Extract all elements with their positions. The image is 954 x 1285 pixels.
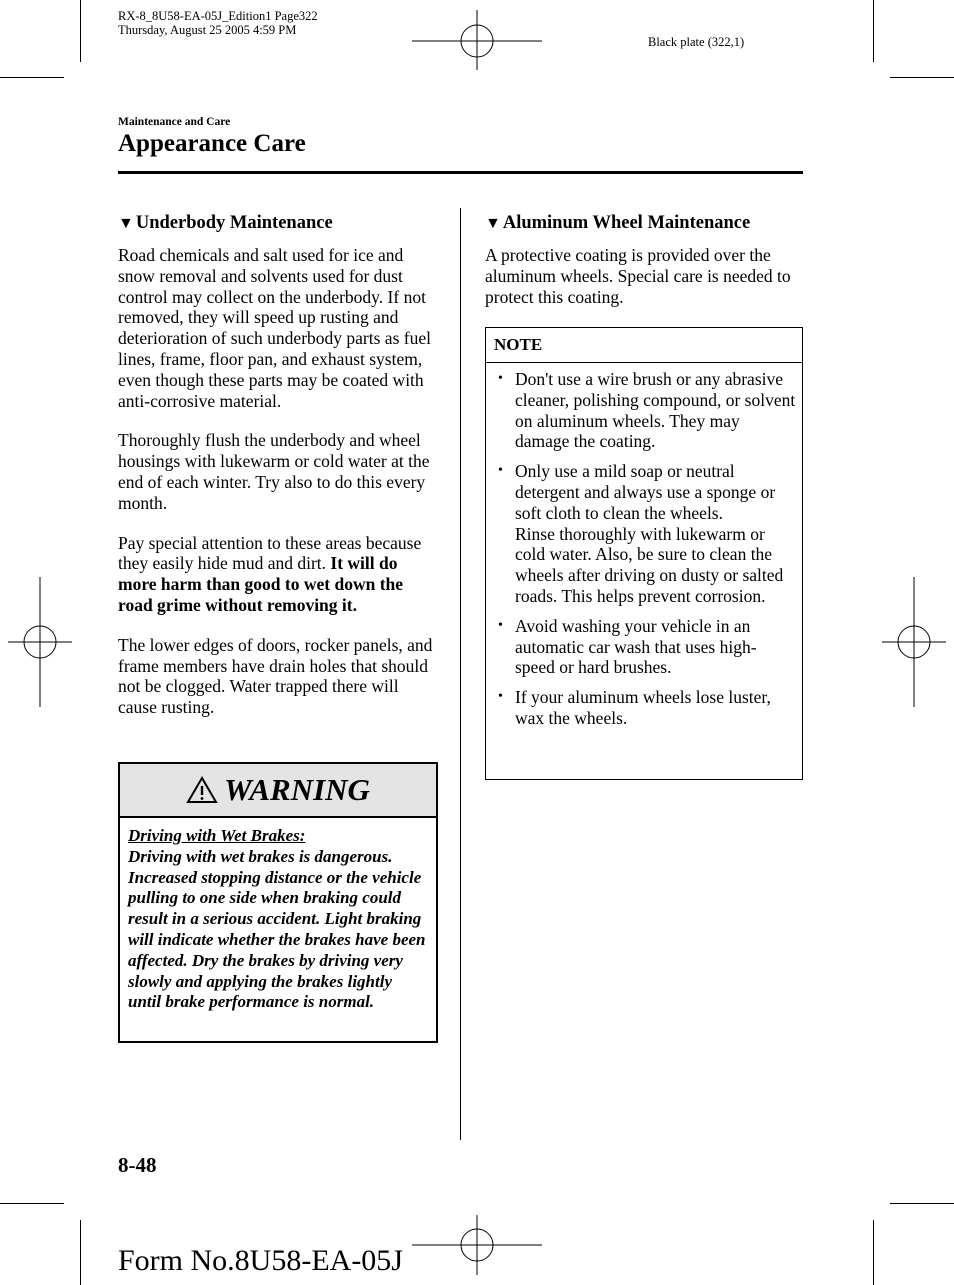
form-number: Form No.8U58-EA-05J xyxy=(118,1244,403,1277)
underbody-paragraph-1: Road chemicals and salt used for ice and snow removal and solvents used for dust control may collect on the underbody. If not removed, they will speed up rusting and deterioration of such underbody parts as fuel lines, frame, floor pan, and exhaust system, even though these parts may be coated with anti-corrosive material. xyxy=(118,245,431,411)
registration-mark-top xyxy=(412,10,542,70)
triangle-marker-icon: ▼ xyxy=(118,215,134,232)
aluminum-paragraph-1: A protective coating is provided over the aluminum wheels. Special care is needed to protect this coating. xyxy=(485,245,791,307)
underbody-heading xyxy=(118,212,438,235)
note-label: NOTE xyxy=(486,328,802,363)
column-divider xyxy=(460,208,461,1140)
note-item-text: Don't use a wire brush or any abrasive cleaner, polishing compound, or solvent on aluminum wheels. They may damage the coating. xyxy=(515,369,796,452)
note-item xyxy=(498,616,796,678)
aluminum-heading xyxy=(485,212,803,235)
file-info-line-2: Thursday, August 25 2005 4:59 PM xyxy=(118,23,297,37)
triangle-marker-icon: ▼ xyxy=(485,215,501,232)
registration-mark-right xyxy=(882,577,946,707)
page-number: 8-48 xyxy=(118,1153,157,1177)
underbody-paragraph-3-emphasis: It will do more harm than good to wet down the road grime without removing it. xyxy=(118,553,404,615)
crop-mark xyxy=(0,1203,64,1204)
warning-header xyxy=(120,764,436,818)
crop-mark xyxy=(80,1220,81,1285)
note-item xyxy=(498,369,796,452)
note-item xyxy=(498,461,796,607)
note-list xyxy=(486,363,802,729)
note-box xyxy=(485,327,803,780)
note-item-text: Avoid washing your vehicle in an automatic car wash that uses high-speed or hard brushes. xyxy=(515,615,757,678)
note-item-text-continued: Rinse thoroughly with lukewarm or cold water. Also, be sure to clean the wheels after driving on dusty or salted roads. This helps prevent corrosion. xyxy=(515,523,784,606)
left-column xyxy=(118,212,438,718)
warning-text: Driving with wet brakes is dangerous. Increased stopping distance or the vehicle pulling to one side when braking could result in a serious accident. Light braking will indicate whether the brakes have been affected. Dry the brakes by driving very slowly and applying the brakes lightly until brake performance is normal. xyxy=(128,846,426,1012)
page-title: Appearance Care xyxy=(118,130,306,157)
underbody-paragraph-2: Thoroughly flush the underbody and wheel housings with lukewarm or cold water at the end of each winter. Try also to do this every month. xyxy=(118,430,430,513)
bullet-icon: • xyxy=(498,463,503,479)
title-rule xyxy=(118,171,803,174)
right-column xyxy=(485,212,803,307)
underbody-paragraph-3-text: Pay special attention to these areas because they easily hide mud and dirt. xyxy=(118,532,422,574)
warning-triangle-icon xyxy=(186,776,218,804)
registration-mark-bottom xyxy=(412,1215,542,1275)
crop-mark xyxy=(873,1220,874,1285)
note-item xyxy=(498,687,796,729)
underbody-paragraph-3 xyxy=(118,533,438,616)
note-item-text: Only use a mild soap or neutral detergent and always use a sponge or soft cloth to clean the wheels. xyxy=(515,461,776,523)
bullet-icon: • xyxy=(498,617,503,633)
warning-label: WARNING xyxy=(224,772,370,807)
section-label: Maintenance and Care xyxy=(118,116,231,128)
registration-mark-left xyxy=(8,577,72,707)
plate-info: Black plate (322,1) xyxy=(648,35,745,49)
crop-mark xyxy=(890,1203,954,1204)
crop-mark xyxy=(873,0,874,62)
note-item-text: If your aluminum wheels lose luster, wax the wheels. xyxy=(515,687,771,728)
warning-title: Driving with Wet Brakes: xyxy=(128,826,306,845)
file-info-line-1: RX-8_8U58-EA-05J_Edition1 Page322 xyxy=(118,9,318,23)
crop-mark xyxy=(890,77,954,78)
underbody-paragraph-4: The lower edges of doors, rocker panels, and frame members have drain holes that should not be clogged. Water trapped there will cause rusting. xyxy=(118,634,433,718)
warning-box xyxy=(118,762,438,1043)
bullet-icon: • xyxy=(498,689,503,705)
warning-body xyxy=(120,818,436,1013)
aluminum-heading-text: Aluminum Wheel Maintenance xyxy=(502,213,751,233)
crop-mark xyxy=(80,0,81,62)
underbody-heading-text: Underbody Maintenance xyxy=(135,213,333,233)
crop-mark xyxy=(0,77,64,78)
bullet-icon: • xyxy=(498,371,503,386)
